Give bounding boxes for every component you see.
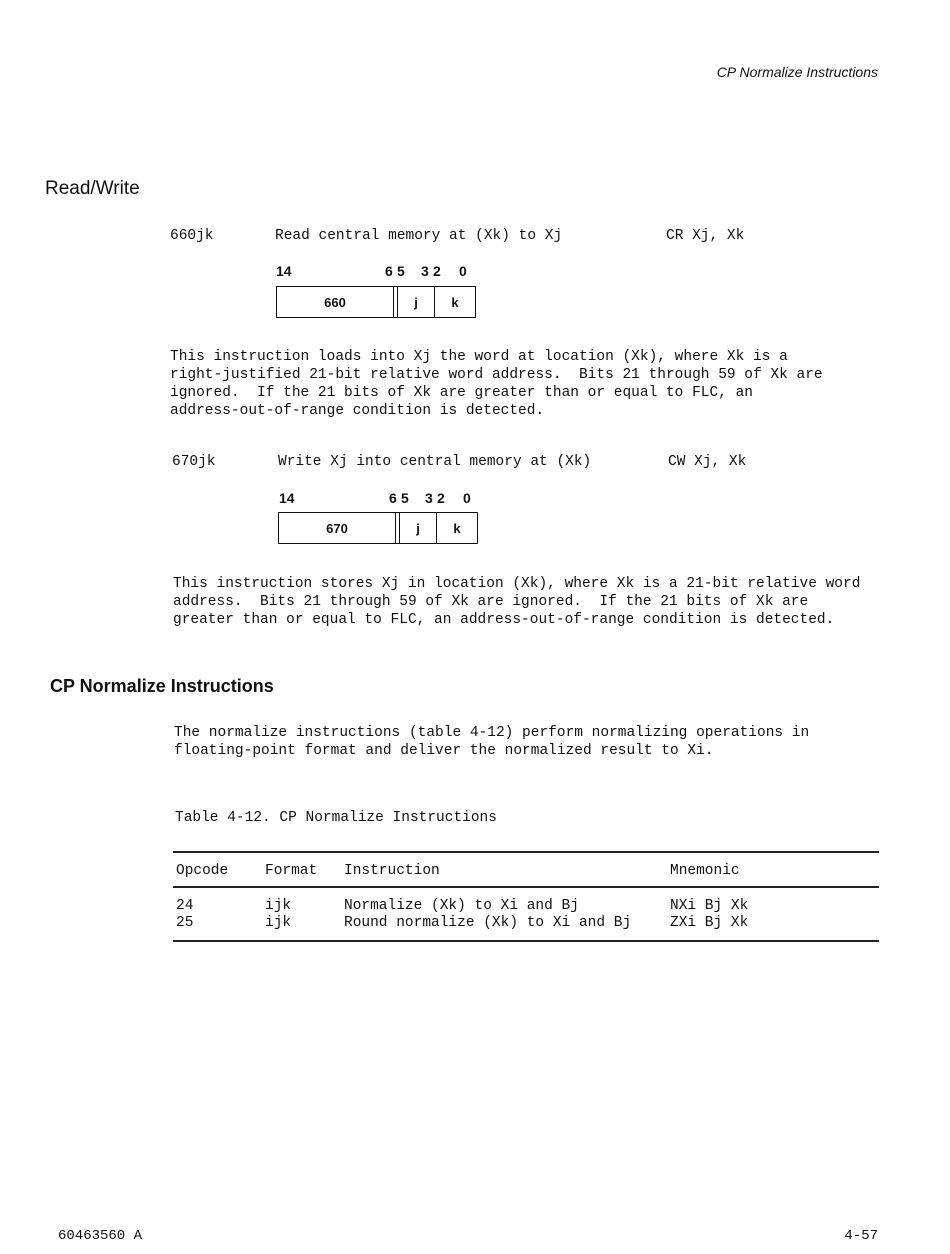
instruction-format-diagram (278, 512, 478, 544)
instruction-opcode: 670jk (172, 454, 216, 470)
table-cell: ZXi Bj Xk (670, 915, 749, 931)
section-heading-cp-normalize: CP Normalize Instructions (50, 676, 274, 696)
bit-label: 0 (463, 490, 471, 506)
table-cell: ijk (265, 898, 292, 914)
instruction-paragraph: This instruction stores Xj in location (Xk), where Xk is a 21-bit relative word address. Bits 21 through 59 of Xk are ignored. If the 21 bits of Xk are greater than or equal to FLC, an address-out-of-range condition is detected. (173, 576, 861, 628)
table-header-rule (173, 886, 879, 888)
bit-position-labels (276, 263, 476, 281)
k-field: k (453, 520, 461, 536)
bit-label: 2 (437, 490, 445, 506)
table-cell: 25 (176, 915, 194, 931)
bit-label: 5 (401, 490, 409, 506)
instruction-opcode: 660jk (170, 228, 214, 244)
bit-label: 6 (385, 263, 393, 279)
document-number: 60463560 A (58, 1228, 143, 1244)
bit-label: 5 (397, 263, 405, 279)
bit-position-labels (279, 490, 479, 508)
column-header: Format (265, 863, 318, 879)
instruction-paragraph: This instruction loads into Xj the word at location (Xk), where Xk is a right-justified 21-bit relative word address. Bits 21 through 59 of Xk are ignored. If the 21 bits of Xk are greater than or equal to FLC, an address-out-of-range condition is detected. (170, 349, 823, 419)
section-paragraph: The normalize instructions (table 4-12) perform normalizing operations in floating-point format and deliver the normalized result to Xi. (174, 725, 810, 759)
bit-label: 3 (425, 490, 433, 506)
column-header: Opcode (176, 863, 229, 879)
table-cell: ijk (265, 915, 292, 931)
column-header: Mnemonic (670, 863, 740, 879)
k-field: k (451, 294, 459, 310)
instruction-description: Read central memory at (Xk) to Xj (275, 228, 563, 244)
bit-label: 6 (389, 490, 397, 506)
instruction-format-diagram (276, 286, 476, 318)
section-heading-read-write: Read/Write (45, 178, 140, 199)
bit-label: 2 (433, 263, 441, 279)
opcode-field: 670 (279, 513, 396, 543)
j-field: j (399, 513, 437, 543)
bit-label: 0 (459, 263, 467, 279)
running-head: CP Normalize Instructions (716, 64, 878, 80)
bit-label: 3 (421, 263, 429, 279)
opcode-field: 660 (277, 287, 394, 317)
column-header: Instruction (344, 863, 440, 879)
page-number: 4-57 (844, 1228, 878, 1244)
bit-label: 14 (279, 490, 295, 506)
table-cell: NXi Bj Xk (670, 898, 749, 914)
instruction-mnemonic: CW Xj, Xk (668, 454, 747, 470)
table-top-rule (173, 851, 879, 853)
j-field: j (397, 287, 435, 317)
instruction-description: Write Xj into central memory at (Xk) (278, 454, 592, 470)
instruction-mnemonic: CR Xj, Xk (666, 228, 745, 244)
bit-label: 14 (276, 263, 292, 279)
table-cell: 24 (176, 898, 194, 914)
table-cell: Round normalize (Xk) to Xi and Bj (344, 915, 632, 931)
table-caption: Table 4-12. CP Normalize Instructions (175, 810, 497, 826)
table-bottom-rule (173, 940, 879, 942)
table-cell: Normalize (Xk) to Xi and Bj (344, 898, 579, 914)
